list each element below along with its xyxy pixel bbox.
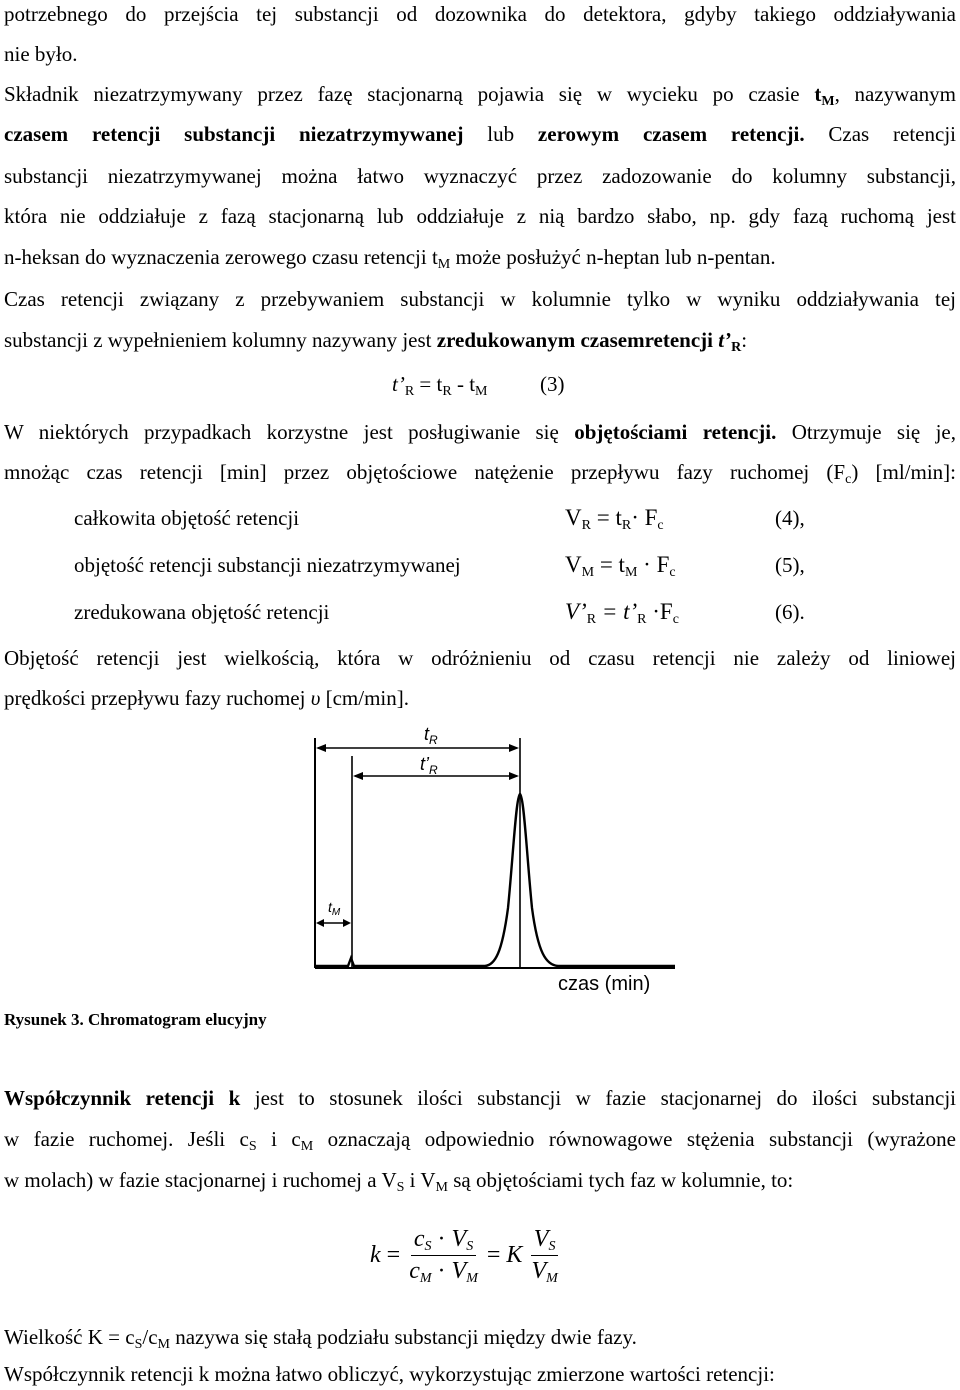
text-line: Czas retencji związany z przebywaniem substancji w kolumnie tylko w wyniku oddziaływania tej: [4, 287, 956, 311]
text-line: Składnik niezatrzymywany przez fazę stacjonarną pojawia się w wycieku po czasie $t_M$, nazywanym: [4, 82, 956, 109]
fraction: $\frac{V_S}{V_M}$: [531, 1226, 558, 1286]
volume-label: zredukowana objętość retencji: [74, 600, 330, 624]
volume-formula: $V’_R$ = $t’_R \cdot F_c$: [565, 599, 679, 627]
text-line: n-heksan do wyznaczenia zerowego czasu retencji $t_M$ może posłużyć n-heptan lub n-pentan.: [4, 245, 776, 272]
text-line: substancji z wypełnieniem kolumny nazywany jest zredukowanym czasemretencji $t’_R$:: [4, 328, 748, 355]
text-line: nie było.: [4, 42, 78, 66]
volume-formula: $V_M = t_M \cdot F_c$: [565, 552, 676, 580]
arrow-head: [509, 772, 519, 780]
text-line: substancji niezatrzymywanej można łatwo wyznaczyć przez zadozowanie do kolumny substancji,: [4, 164, 956, 188]
volume-label: objętość retencji substancji niezatrzymywanej: [74, 553, 461, 577]
equation-3: $t’_R = t_R - t_M$: [392, 372, 488, 399]
formula-k: k = $\frac{c_S \cdot V_S}{c_M \cdot V_M}$ = K $\frac{V_S}{V_M}$: [370, 1226, 561, 1285]
label-tr: $t_R$: [424, 724, 438, 747]
text-line: mnożąc czas retencji [min] przez objętościowe natężenie przepływu fazy ruchomej $(F_c)$ [ml/min]:: [4, 460, 956, 487]
equation-number: (5),: [775, 553, 805, 577]
figure-caption: Rysunek 3. Chromatogram elucyjny: [4, 1010, 267, 1029]
label-tpr: $t’_R$: [420, 754, 438, 777]
arrow-head: [509, 744, 519, 752]
equation-number: (6).: [775, 600, 805, 624]
text-line: prędkości przepływu fazy ruchomej υ [cm/min].: [4, 686, 410, 710]
fraction: $\frac{c_S \cdot V_S}{c_M \cdot V_M}$: [409, 1226, 478, 1286]
text-line: W niektórych przypadkach korzystne jest posługiwanie się objętościami retencji. Otrzymuje się je,: [4, 420, 957, 444]
text-line: w molach) w fazie stacjonarnej i ruchomej a $V_S$ i $V_M$ są objętościami tych faz w kolumnie, to:: [4, 1168, 794, 1195]
equation-number: (3): [540, 372, 565, 396]
text-line: Współczynnik retencji k można łatwo obliczyć, wykorzystując zmierzone wartości retencji:: [4, 1362, 775, 1386]
arrow-head: [343, 919, 351, 927]
label-tm: $t_M$: [328, 899, 341, 918]
arrow-head: [316, 744, 326, 752]
text-line: która nie oddziałuje z fazą stacjonarną lub oddziałuje z nią bardzo słabo, np. gdy fazą ruchomą jest: [4, 204, 956, 228]
text-line: potrzebnego do przejścia tej substancji od dozownika do detektora, gdyby takiego oddziaływania: [4, 2, 956, 26]
text-line: Objętość retencji jest wielkością, która w odróżnieniu od czasu retencji nie zależy od liniowej: [4, 646, 956, 670]
x-axis-label: czas (min): [558, 973, 651, 995]
text-line: Współczynnik retencji k jest to stosunek ilości substancji w fazie stacjonarnej do ilości substancji: [4, 1086, 956, 1110]
arrow-head: [316, 919, 324, 927]
text-line: Wielkość $K = c_S/c_M$ nazywa się stałą podziału substancji między dwie fazy.: [4, 1325, 637, 1352]
chromatogram-trace: [315, 794, 675, 966]
chromatogram-figure: [290, 718, 680, 998]
volume-formula: $V_R = t_R\cdot F_c$: [565, 505, 664, 533]
text-line: czasem retencji substancji niezatrzymywanej lub zerowym czasem retencji. Czas retencji: [4, 122, 956, 146]
equation-number: (4),: [775, 506, 805, 530]
volume-label: całkowita objętość retencji: [74, 506, 300, 530]
text-line: w fazie ruchomej. Jeśli $c_S$ i $c_M$ oznaczają odpowiednio równowagowe stężenia substancji (wyrażone: [4, 1127, 957, 1154]
arrow-head: [353, 772, 363, 780]
